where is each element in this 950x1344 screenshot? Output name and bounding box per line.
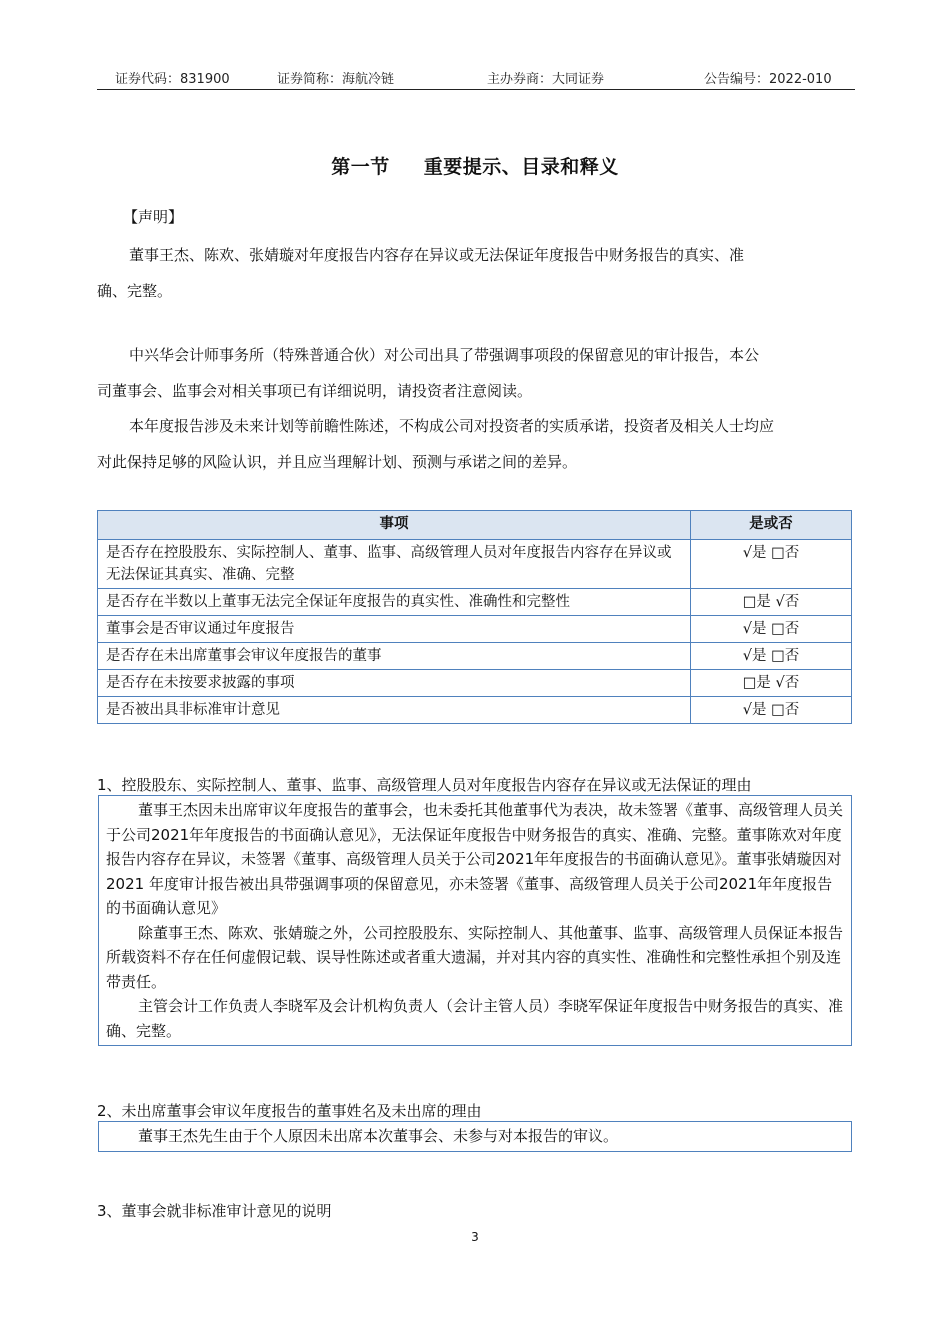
table-row [98,643,852,670]
paragraph-objection: 董事王杰、陈欢、张婧璇对年度报告内容存在异议或无法保证年度报告中财务报告的真实、准 确、完整。 [97,246,745,300]
section-2-paragraph-1: 董事王杰先生由于个人原因未出席本次董事会、未参与对本报告的审议。 [138,1127,619,1145]
row-item: 是否存在未出席董事会审议年度报告的董事 [98,643,691,670]
row-item: 是否存在未按要求披露的事项 [98,670,691,697]
section-1-heading: 1、控股股东、实际控制人、董事、监事、高级管理人员对年度报告内容存在异议或无法保证的理由 [97,776,752,794]
section-3-heading: 3、董事会就非标准审计意见的说明 [97,1202,332,1220]
table-row [98,589,852,616]
section-2-box [98,1121,852,1152]
row-item: 是否存在半数以上董事无法完全保证年度报告的真实性、准确性和完整性 [98,589,691,616]
header-notice-number: 公告编号：2022-010 [704,72,832,87]
section-name: 重要提示、目录和释义 [423,156,619,178]
page-number: 3 [471,1230,479,1244]
row-answer: □是 √否 [691,670,852,697]
row-answer: √是 □否 [691,643,852,670]
paragraph-audit-opinion: 中兴华会计师事务所（特殊普通合伙）对公司出具了带强调事项段的保留意见的审计报告，本公 司董事会、监事会对相关事项已有详细说明，请投资者注意阅读。 [97,346,760,400]
column-header-item: 事项 [98,511,691,540]
statement-label: 【声明】 [123,208,184,226]
section-1-paragraph-3: 主管会计工作负责人李晓军及会计机构负责人（会计主管人员）李晓军保证年度报告中财务报告的真实、准确、完整。 [106,997,844,1040]
section-number: 第一节 [331,156,390,178]
disclosure-table [97,510,852,724]
table-row [98,670,852,697]
table-row [98,540,852,589]
header-divider [97,89,855,90]
table-header-row [98,511,852,540]
row-answer: √是 □否 [691,616,852,643]
page-header [97,68,854,90]
table-row [98,697,852,724]
row-item: 是否存在控股股东、实际控制人、董事、监事、高级管理人员对年度报告内容存在异议或无法保证其真实、准确、完整 [98,540,691,589]
header-security-code: 证券代码：831900 [115,72,230,87]
paragraph-forward-looking: 本年度报告涉及未来计划等前瞻性陈述，不构成公司对投资者的实质承诺，投资者及相关人士均应 对此保持足够的风险认识，并且应当理解计划、预测与承诺之间的差异。 [97,417,775,471]
header-broker: 主办券商：大同证券 [487,72,605,87]
section-1-box [98,795,852,1046]
row-answer: √是 □否 [691,540,852,589]
section-1-paragraph-2: 除董事王杰、陈欢、张婧璇之外，公司控股股东、实际控制人、其他董事、监事、高级管理人员保证本报告所载资料不存在任何虚假记载、误导性陈述或者重大遗漏，并对其内容的真实性、准确性和完整性承担个别及连带责任。 [106,923,844,991]
column-header-answer: 是或否 [691,511,852,540]
row-answer: □是 √否 [691,589,852,616]
section-2-heading: 2、未出席董事会审议年度报告的董事姓名及未出席的理由 [97,1102,482,1120]
row-answer: √是 □否 [691,697,852,724]
table-row [98,616,852,643]
row-item: 董事会是否审议通过年度报告 [98,616,691,643]
row-item: 是否被出具非标准审计意见 [98,697,691,724]
header-security-name: 证券简称：海航冷链 [277,72,395,87]
section-1-paragraph-1: 董事王杰因未出席审议年度报告的董事会，也未委托其他董事代为表决，故未签署《董事、高级管理人员关于公司2021年年度报告的书面确认意见》，无法保证年度报告中财务报告的真实、准确、完整。董事陈欢对年度报告内容存在异议，未签署《董事、高级管理人员关于公司2021年年度报告的书面确认意见》。董事张婧璇因对 2021 年度审计报告被出具带强调事项的保留意见，亦未签署《董事、高级管理人员关于公司2021年年度报告的书面确认意见》 [106,801,844,917]
section-title [0,152,950,179]
